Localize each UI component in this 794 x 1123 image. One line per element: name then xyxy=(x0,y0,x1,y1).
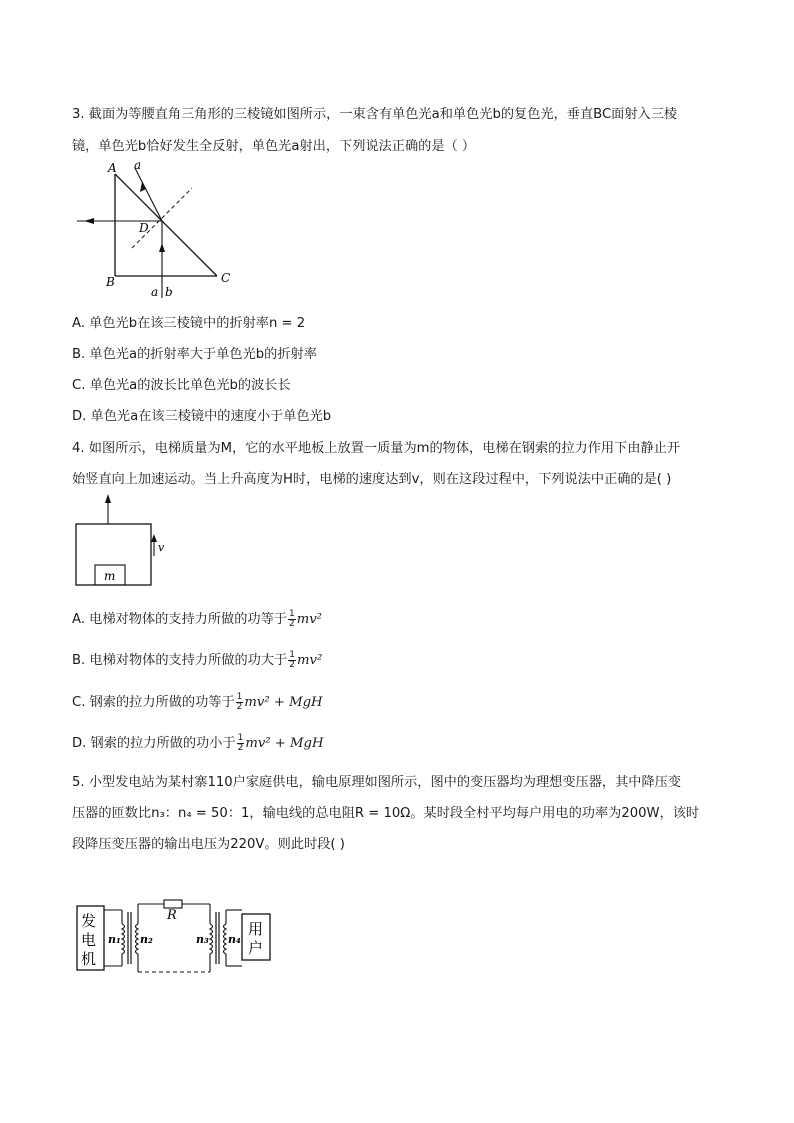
resistor-R xyxy=(164,900,182,908)
prism-side-ac xyxy=(115,174,217,276)
label-v: v xyxy=(158,541,165,554)
q5-stem-line3: 段降压变压器的输出电压为220V。则此时段( ) xyxy=(72,837,345,852)
q4-option-a-fraction: $\frac{1}{2}$ xyxy=(288,608,295,629)
reflected-arrow xyxy=(84,218,94,224)
q4-option-d-expr: mv² + MgH xyxy=(245,736,324,751)
q3-option-c: C. 单色光a的波长比单色光b的波长长 xyxy=(72,378,291,393)
coil-n2 xyxy=(136,924,139,954)
q5-stem-line2: 压器的匝数比n₃：n₄ = 50：1，输电线的总电阻R = 10Ω。某时段全村平均每户用电的功率为200W，该时 xyxy=(72,806,700,821)
q4-option-c xyxy=(72,691,323,712)
q4-option-d-prefix: D. 钢索的拉力所做的功小于 xyxy=(72,736,236,751)
q4-option-a-prefix: A. 电梯对物体的支持力所做的功等于 xyxy=(72,612,287,627)
label-m: m xyxy=(104,569,116,583)
refracted-beam xyxy=(135,168,162,221)
q5-transmission-figure xyxy=(72,890,282,985)
q4-option-d xyxy=(72,732,323,753)
generator-char-3: 机 xyxy=(81,950,97,968)
generator-char-1: 发 xyxy=(81,912,97,930)
generator-char-2: 电 xyxy=(81,931,97,949)
q3-stem-line2: 镜，单色光b恰好发生全反射，单色光a射出，下列说法正确的是（ ） xyxy=(72,139,476,154)
q5-stem-line1: 5. 小型发电站为某村寨110户家庭供电，输电原理如图所示，图中的变压器均为理想变压器，其中降压变 xyxy=(72,775,682,790)
label-B: B xyxy=(106,275,115,289)
q4-stem-line2: 始竖直向上加速运动。当上升高度为H时，电梯的速度达到v，则在这段过程中，下列说法中正确的是( ) xyxy=(72,472,672,487)
q4-option-c-expr: mv² + MgH xyxy=(244,695,323,710)
q4-option-d-fraction: $\frac{1}{2}$ xyxy=(237,732,244,753)
q4-option-b-fraction: $\frac{1}{2}$ xyxy=(289,649,295,670)
label-n1: n₁ xyxy=(108,933,121,946)
label-b-bottom: b xyxy=(165,285,173,299)
q4-option-c-prefix: C. 钢索的拉力所做的功等于 xyxy=(72,695,235,710)
label-n2: n₂ xyxy=(140,933,153,946)
cable-arrow xyxy=(105,494,111,503)
q3-prism-figure xyxy=(72,158,242,303)
label-C: C xyxy=(221,271,231,285)
q4-option-b-expr: mv² xyxy=(296,653,323,668)
user-char-1: 用 xyxy=(248,920,264,938)
q4-option-c-fraction: $\frac{1}{2}$ xyxy=(236,691,243,712)
label-a-top: a xyxy=(134,158,142,172)
q3-option-a: A. 单色光b在该三棱镜中的折射率n = 2 xyxy=(72,316,306,331)
coil-n1 xyxy=(122,924,125,954)
coil-n3 xyxy=(210,924,213,954)
label-n3: n₃ xyxy=(196,933,209,946)
label-a-bottom: a xyxy=(151,285,159,299)
coil-n4 xyxy=(224,924,227,954)
q3-option-d: D. 单色光a在该三棱镜中的速度小于单色光b xyxy=(72,409,332,424)
user-char-2: 户 xyxy=(248,939,264,957)
label-n4: n₄ xyxy=(228,933,241,946)
q4-option-b-prefix: B. 电梯对物体的支持力所做的功大于 xyxy=(72,653,288,668)
velocity-arrow-head xyxy=(151,534,157,542)
label-R: R xyxy=(167,908,177,923)
label-D: D xyxy=(139,221,149,235)
q4-elevator-figure xyxy=(72,492,182,592)
q4-option-a xyxy=(72,608,322,629)
q3-stem-line1: 3. 截面为等腰直角三角形的三棱镜如图所示，一束含有单色光a和单色光b的复色光，垂直BC面射入三棱 xyxy=(72,107,678,122)
q4-option-a-expr: mv² xyxy=(296,612,322,627)
incident-arrow xyxy=(159,243,165,252)
q3-option-b: B. 单色光a的折射率大于单色光b的折射率 xyxy=(72,347,317,362)
q4-stem-line1: 4. 如图所示，电梯质量为M，它的水平地板上放置一质量为m的物体，电梯在钢索的拉力作用下由静止开 xyxy=(72,441,681,456)
q4-option-b xyxy=(72,649,322,670)
label-A: A xyxy=(108,161,117,175)
